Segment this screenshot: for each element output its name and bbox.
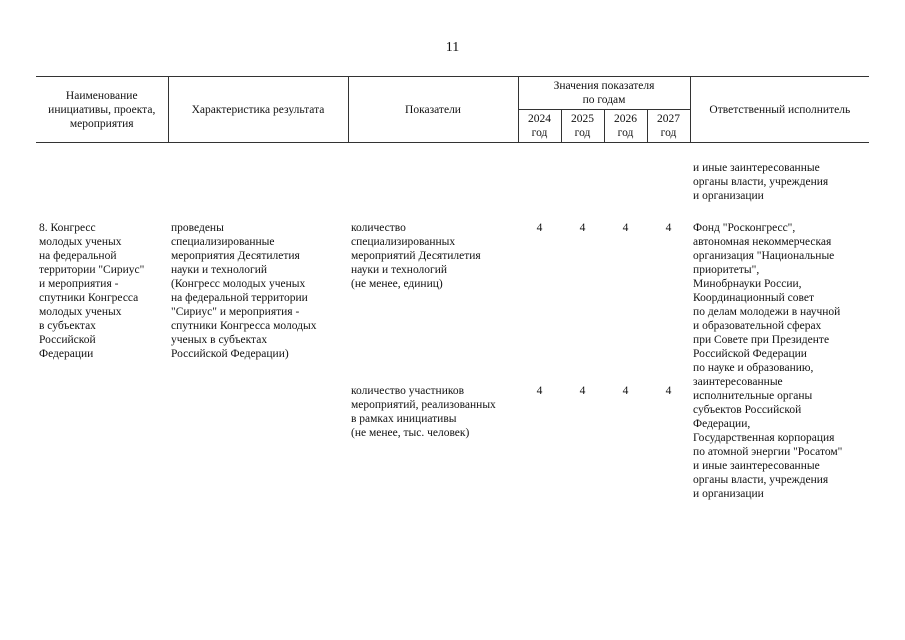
- header-result: Характеристика результата: [168, 77, 348, 143]
- value-2-2027: 4: [665, 384, 672, 397]
- value-1-2025: 4: [579, 222, 586, 234]
- header-year-2027: 2027 год: [647, 110, 690, 143]
- header-year-2024: 2024 год: [518, 110, 561, 143]
- indicator-1: количество специализированных мероприятий Десятилетия науки и технологий (не менее, единиц): [351, 222, 481, 290]
- header-year-2025: 2025 год: [561, 110, 604, 143]
- page-number: 11: [445, 40, 460, 55]
- indicator-table: [36, 76, 869, 501]
- result-description: проведены специализированные мероприятия Десятилетия науки и технологий (Конгресс молодых ученых на федеральной территории "Сириус" и мероприятия - спутники Конгресса молодых ученых в субъектах Российской Федерации): [171, 222, 317, 360]
- continuation-responsible: и иные заинтересованные органы власти, учреждения и организации: [693, 162, 829, 202]
- value-2-2024: 4: [536, 384, 543, 397]
- header-values-by-year: Значения показателя по годам: [518, 77, 690, 110]
- continuation-row: [36, 149, 869, 203]
- table-row: [36, 221, 869, 368]
- value-1-2026: 4: [622, 222, 629, 234]
- header-year-2026: 2026 год: [604, 110, 647, 143]
- value-2-2025: 4: [579, 384, 586, 397]
- initiative-name: 8. Конгресс молодых ученых на федеральной территории "Сириус" и мероприятия - спутники Конгресса молодых ученых в субъектах Российской Федерации: [39, 222, 145, 360]
- header-responsible: Ответственный исполнитель: [690, 77, 869, 143]
- value-2-2026: 4: [622, 384, 629, 397]
- header-indicators: Показатели: [348, 77, 518, 143]
- header-initiative: Наименование инициативы, проекта, мероприятия: [36, 77, 168, 143]
- value-1-2024: 4: [536, 222, 543, 234]
- responsible-executor: Фонд "Росконгресс", автономная некоммерческая организация "Национальные приоритеты", Минобрнауки России, Координационный совет по делам молодежи в научной и образовательной сферах при Совете при Президенте Российской Федерации по науке и образованию, заинтересованные исполнительные органы субъектов Российской Федерации, Государственная корпорация по атомной энергии "Росатом" и иные заинтересованные органы власти, учреждения и организации: [693, 222, 843, 500]
- indicator-2: количество участников мероприятий, реализованных в рамках инициативы (не менее, тыс. человек): [351, 384, 496, 439]
- value-1-2027: 4: [665, 222, 672, 234]
